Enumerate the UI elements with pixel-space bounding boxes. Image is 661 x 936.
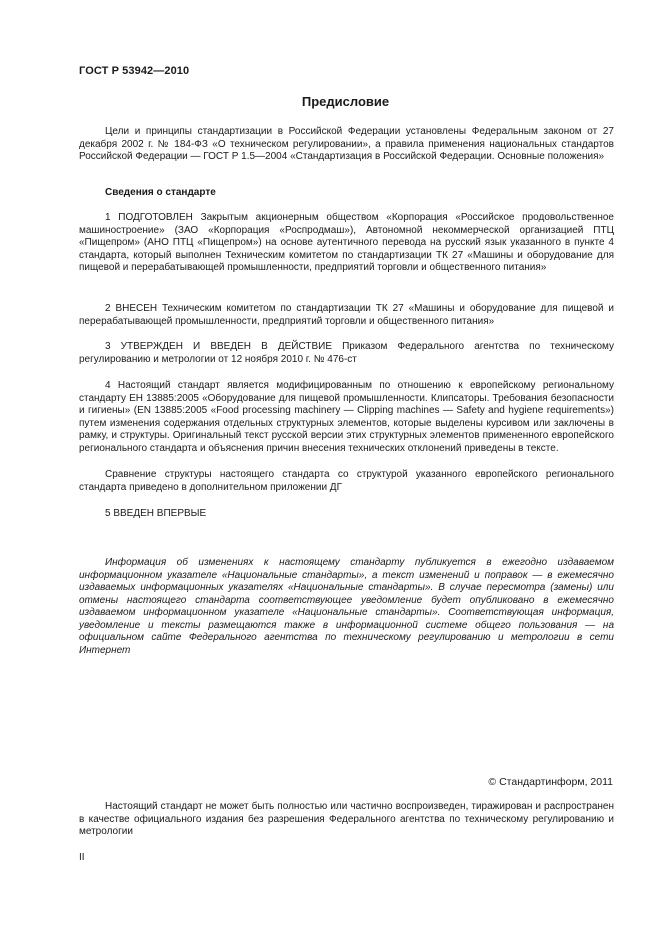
intro-paragraph: Цели и принципы стандартизации в Российской Федерации установлены Федеральным законом от 27 декабря 2002 г. № 184-ФЗ «О техническом регулировании», а правила применения национальных стандартов Российской Федерации — ГОСТ Р 1.5—2004 «Стандартизация в Российской Федерации. Основные положения» [79,126,614,162]
info-heading: Сведения о стандарте [105,187,216,198]
item-1-prepared: 1 ПОДГОТОВЛЕН Закрытым акционерным обществом «Корпорация «Российское продовольственное машиностроение» (ЗАО «Корпорация «Роспродмаш»), Автономной некоммерческой организацией ПТЦ «Пищепром» (АНО ПТЦ «Пищепром») на основе аутентичного перевода на русский язык указанного в пункте 4 стандарта, который выполнен Техническим комитетом по стандартизации ТК 27 «Машины и оборудование для пищевой и перерабатывающей промышленности, предприятий торговли и общественного питания» [79,212,614,273]
item-2-submitted: 2 ВНЕСЕН Техническим комитетом по стандартизации ТК 27 «Машины и оборудование для пищевой и перерабатывающей промышленности, предприятий торговли и общественного питания» [79,303,614,327]
item-4-comparison: Сравнение структуры настоящего стандарта со структурой указанного европейского регионального стандарта приведено в дополнительном приложении ДГ [79,469,614,493]
page-title: Предисловие [301,94,390,109]
page-number: II [79,852,85,863]
item-5-introduced: 5 ВВЕДЕН ВПЕРВЫЕ [105,508,207,519]
item-3-approved: 3 УТВЕРЖДЕН И ВВЕДЕН В ДЕЙСТВИЕ Приказом Федерального агентства по техническому регулированию и метрологии от 12 ноября 2010 г. № 476-ст [79,341,614,365]
reproduction-notice: Настоящий стандарт не может быть полностью или частично воспроизведен, тиражирован и распространен в качестве официального издания без разрешения Федерального агентства по техническому регулированию и метрологии [79,801,614,837]
item-4-modified: 4 Настоящий стандарт является модифицированным по отношению к европейскому региональному стандарту ЕН 13885:2005 «Оборудование для пищевой промышленности. Клипсаторы. Требования безопасности и гигиены» (EN 13885:2005 «Food processing machinery — Clipping machines — Safety and hygiene requirements») путем изменения содержания отдельных структурных элементов, которые выделены курсивом или заключены в рамку, и структуры. Оригинальный текст русской версии этих структурных элементов примененного европейского регионального стандарта и объяснения причин внесения технических отклонений приведены в тексте. [79,380,614,454]
standard-code: ГОСТ Р 53942—2010 [79,65,190,77]
copyright: © Стандартинформ, 2011 [488,776,613,788]
changes-notice: Информация об изменениях к настоящему стандарту публикуется в ежегодно издаваемом информационном указателе «Национальные стандарты», а текст изменений и поправок — в ежемесячно издаваемых информационных указателях «Национальные стандарты». В случае пересмотра (замены) или отмены настоящего стандарта соответствующее уведомление будет опубликовано в ежемесячно издаваемом информационном указателе «Национальные стандарты». Соответствующая информация, уведомление и тексты размещаются также в информационной системе общего пользования — на официальном сайте Федерального агентства по техническому регулированию и метрологии в сети Интернет [79,557,614,656]
